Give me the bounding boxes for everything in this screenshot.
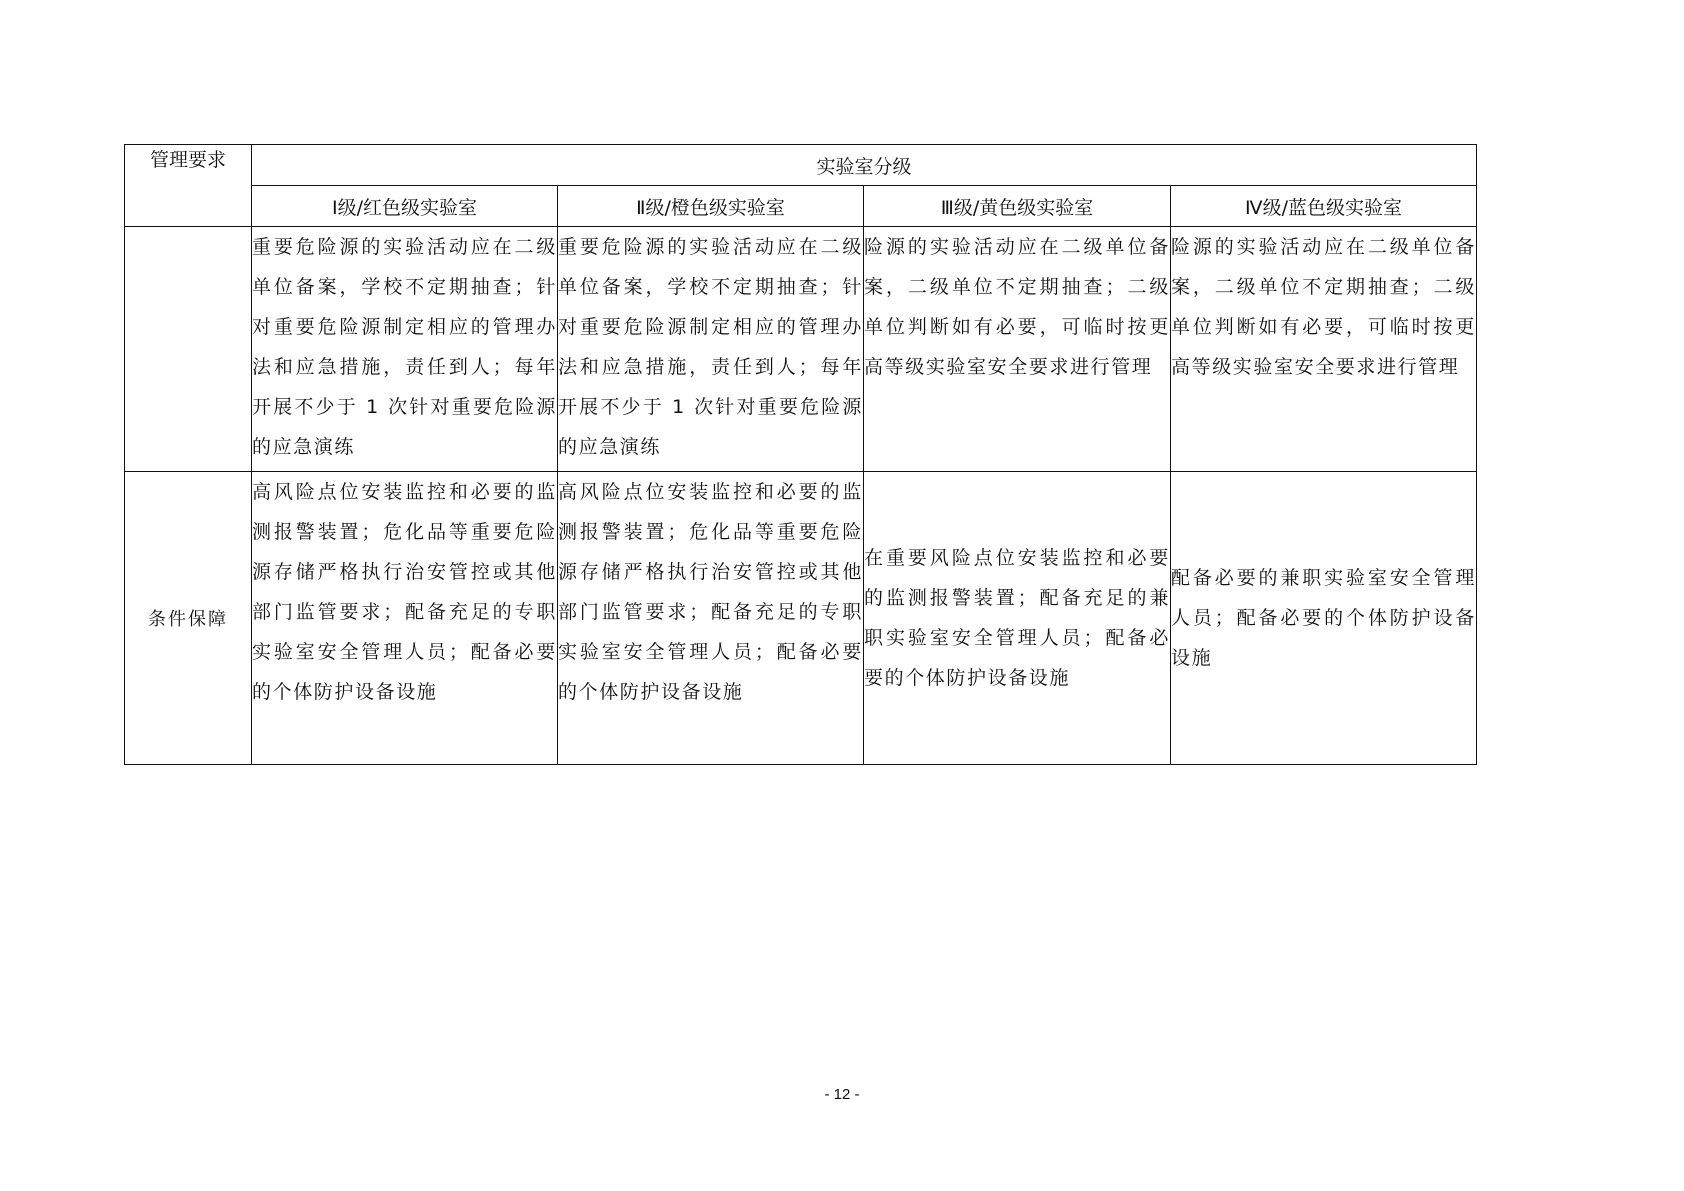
header-level-2-orange: Ⅱ级/橙色级实验室 (558, 186, 864, 227)
cell-level-1: 重要危险源的实验活动应在二级单位备案，学校不定期抽查；针对重要危险源制定相应的管理办法和应急措施，责任到人；每年开展不少于 1 次针对重要危险源的应急演练 (252, 227, 558, 472)
cell-level-4: 险源的实验活动应在二级单位备案，二级单位不定期抽查；二级单位判断如有必要，可临时按更高等级实验室安全要求进行管理 (1171, 227, 1477, 472)
header-lab-classification: 实验室分级 (252, 145, 1477, 186)
row-label-condition-guarantee: 条件保障 (125, 472, 252, 765)
header-management-requirement: 管理要求 (125, 145, 252, 227)
header-level-3-yellow: Ⅲ级/黄色级实验室 (864, 186, 1171, 227)
table-row (125, 227, 1477, 472)
cell-level-2: 重要危险源的实验活动应在二级单位备案，学校不定期抽查；针对重要危险源制定相应的管理办法和应急措施，责任到人；每年开展不少于 1 次针对重要危险源的应急演练 (558, 227, 864, 472)
page-number: - 12 - (824, 1086, 860, 1103)
lab-classification-table (124, 144, 1477, 765)
cell-level-3: 险源的实验活动应在二级单位备案，二级单位不定期抽查；二级单位判断如有必要，可临时按更高等级实验室安全要求进行管理 (864, 227, 1171, 472)
cell-level-3: 在重要风险点位安装监控和必要的监测报警装置；配备充足的兼职实验室安全管理人员；配备必要的个体防护设备设施 (864, 472, 1171, 765)
cell-level-4: 配备必要的兼职实验室安全管理人员；配备必要的个体防护设备设施 (1171, 472, 1477, 765)
cell-level-1: 高风险点位安装监控和必要的监测报警装置；危化品等重要危险源存储严格执行治安管控或其他部门监管要求；配备充足的专职实验室安全管理人员；配备必要的个体防护设备设施 (252, 472, 558, 765)
header-level-4-blue: Ⅳ级/蓝色级实验室 (1171, 186, 1477, 227)
row-label (125, 227, 252, 472)
table-row (125, 472, 1477, 765)
header-level-1-red: Ⅰ级/红色级实验室 (252, 186, 558, 227)
cell-level-2: 高风险点位安装监控和必要的监测报警装置；危化品等重要危险源存储严格执行治安管控或其他部门监管要求；配备充足的专职实验室安全管理人员；配备必要的个体防护设备设施 (558, 472, 864, 765)
